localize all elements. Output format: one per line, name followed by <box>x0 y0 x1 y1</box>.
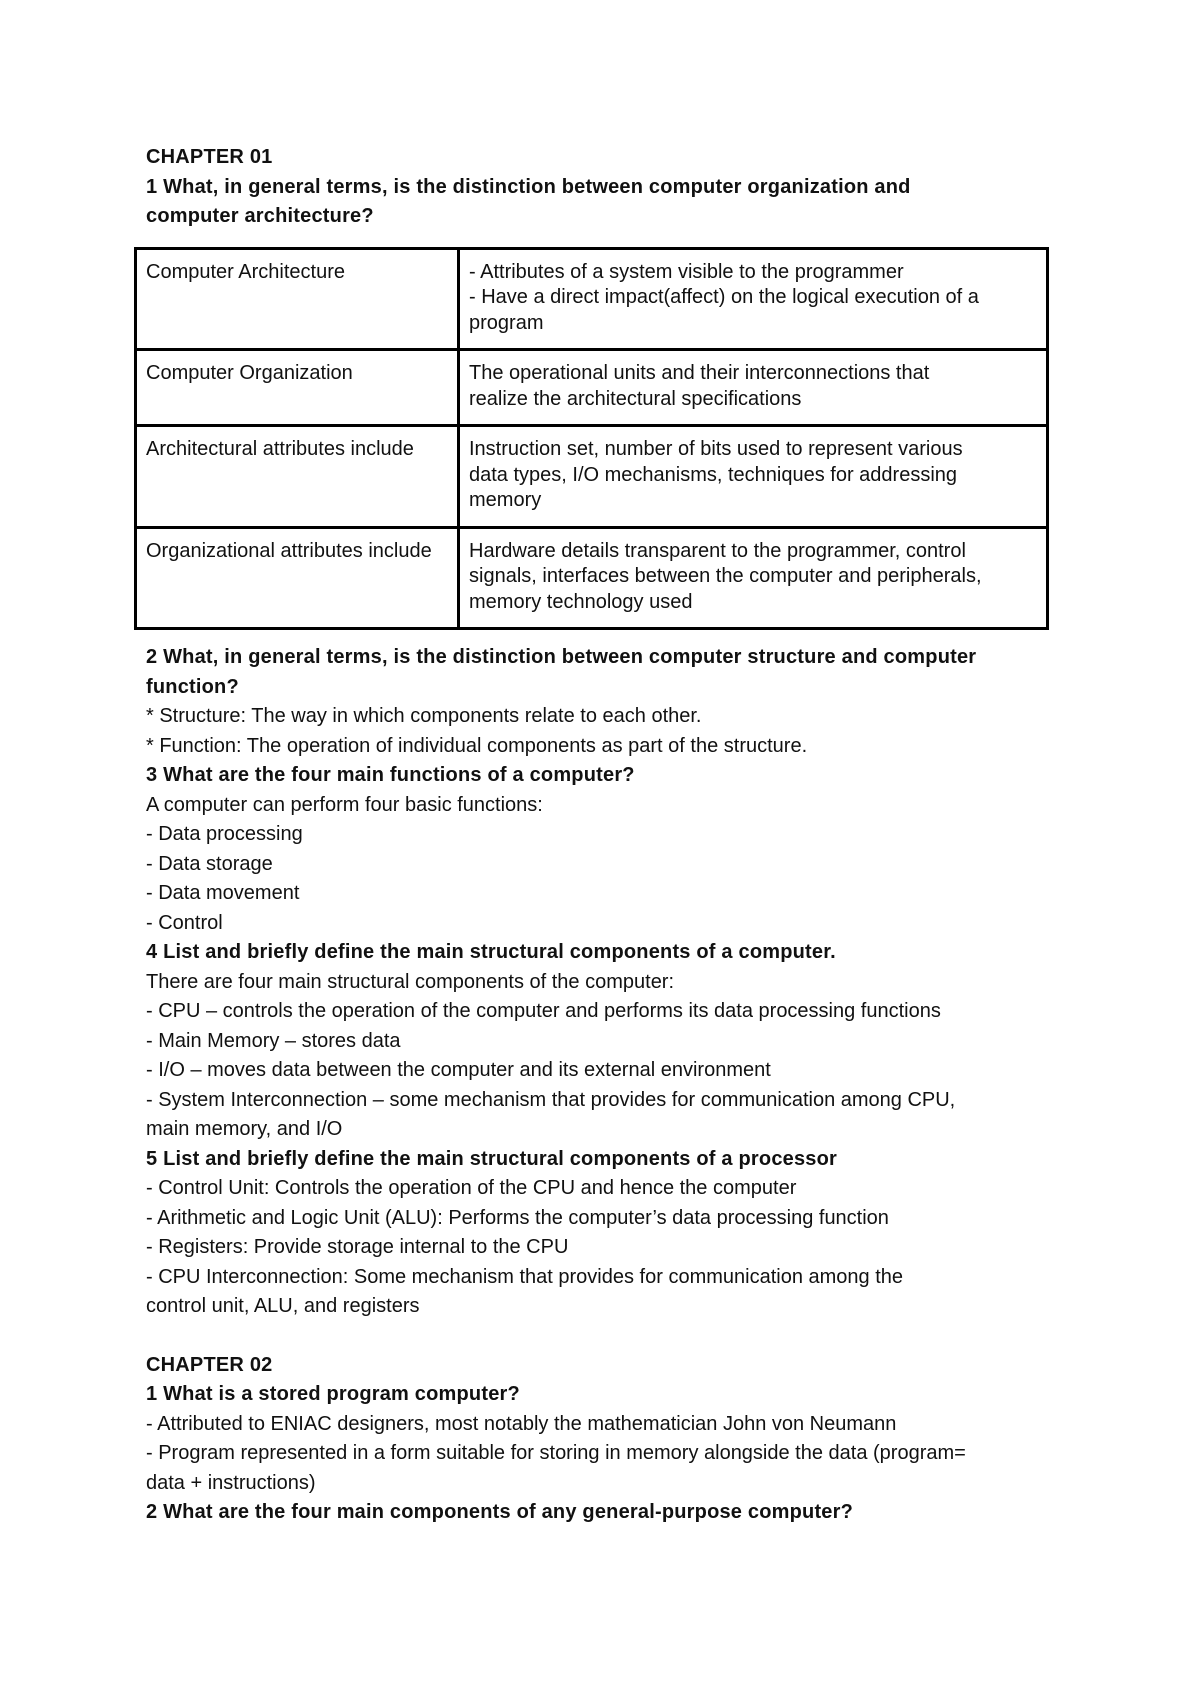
answer-line: - Arithmetic and Logic Unit (ALU): Performs the computer’s data processing function <box>146 1206 889 1229</box>
definition-line: memory technology used <box>469 590 693 613</box>
document-page <box>146 143 1066 1528</box>
definition-line: Hardware details transparent to the programmer, control <box>469 539 966 562</box>
answer-line: - Control <box>146 911 223 934</box>
architecture-vs-organization-table <box>134 247 1049 631</box>
table-row <box>136 248 1048 350</box>
table-definition-cell <box>459 350 1048 426</box>
answer-line: control unit, ALU, and registers <box>146 1295 420 1317</box>
table-term-cell: Computer Organization <box>136 350 459 426</box>
answer-line: - CPU – controls the operation of the computer and performs its data processing functions <box>146 1000 941 1022</box>
answer-line: - Data movement <box>146 882 300 904</box>
definition-line: Instruction set, number of bits used to represent various <box>469 438 963 460</box>
chapter-01-heading: CHAPTER 01 <box>146 146 273 168</box>
ch1-question-3: 3 What are the four main functions of a computer? <box>146 764 635 786</box>
answer-line: - I/O – moves data between the computer and its external environment <box>146 1059 771 1081</box>
definition-line: - Have a direct impact(affect) on the logical execution of a <box>469 286 979 308</box>
answer-line: data + instructions) <box>146 1471 316 1494</box>
answer-line: - Control Unit: Controls the operation of the CPU and hence the computer <box>146 1177 797 1199</box>
answer-line: - CPU Interconnection: Some mechanism that provides for communication among the <box>146 1265 904 1288</box>
ch2-question-1: 1 What is a stored program computer? <box>146 1383 520 1405</box>
table-definition-cell <box>459 527 1048 629</box>
ch1-question-1-line-1: 1 What, in general terms, is the distinction between computer organization and <box>146 175 911 198</box>
answer-line: * Function: The operation of individual components as part of the structure. <box>146 734 808 757</box>
answer-line: - System Interconnection – some mechanism that provides for communication among CPU, <box>146 1088 956 1111</box>
table-row <box>136 527 1048 629</box>
answer-line: - Data storage <box>146 852 273 875</box>
table-row <box>136 350 1048 426</box>
ch1-question-2-line-2: function? <box>146 675 239 698</box>
definition-line: The operational units and their interconnections that <box>469 362 930 384</box>
answer-line: * Structure: The way in which components relate to each other. <box>146 705 702 727</box>
definition-line: data types, I/O mechanisms, techniques for addressing <box>469 463 958 486</box>
ch1-question-4: 4 List and briefly define the main structural components of a computer. <box>146 941 836 963</box>
answer-line: - Data processing <box>146 823 303 845</box>
answer-line: There are four main structural components of the computer: <box>146 970 675 993</box>
table-term-cell: Organizational attributes include <box>136 527 459 629</box>
ch2-question-2: 2 What are the four main components of any general-purpose computer? <box>146 1501 854 1523</box>
definition-line: realize the architectural specifications <box>469 387 802 410</box>
answer-line: - Program represented in a form suitable for storing in memory alongside the data (program= <box>146 1442 966 1464</box>
answer-line: - Registers: Provide storage internal to the CPU <box>146 1236 569 1258</box>
table-term-cell: Architectural attributes include <box>136 426 459 528</box>
answer-line: A computer can perform four basic functions: <box>146 793 543 816</box>
table-definition-cell <box>459 248 1048 350</box>
ch1-question-5: 5 List and briefly define the main structural components of a processor <box>146 1147 838 1170</box>
table-row <box>136 426 1048 528</box>
ch1-question-2-line-1: 2 What, in general terms, is the distinction between computer structure and computer <box>146 646 977 668</box>
answer-line: - Main Memory – stores data <box>146 1029 401 1052</box>
ch1-question-1-line-2: computer architecture? <box>146 205 374 227</box>
definition-line: - Attributes of a system visible to the programmer <box>469 260 904 283</box>
chapter-02-heading: CHAPTER 02 <box>146 1353 273 1376</box>
definition-line: memory <box>469 489 542 511</box>
answer-line: main memory, and I/O <box>146 1118 343 1140</box>
definition-line: program <box>469 311 544 334</box>
section-spacer <box>146 1322 1066 1351</box>
table-definition-cell <box>459 426 1048 528</box>
definition-line: signals, interfaces between the computer and peripherals, <box>469 565 982 587</box>
table-term-cell: Computer Architecture <box>136 248 459 350</box>
answer-line: - Attributed to ENIAC designers, most notably the mathematician John von Neumann <box>146 1412 897 1435</box>
